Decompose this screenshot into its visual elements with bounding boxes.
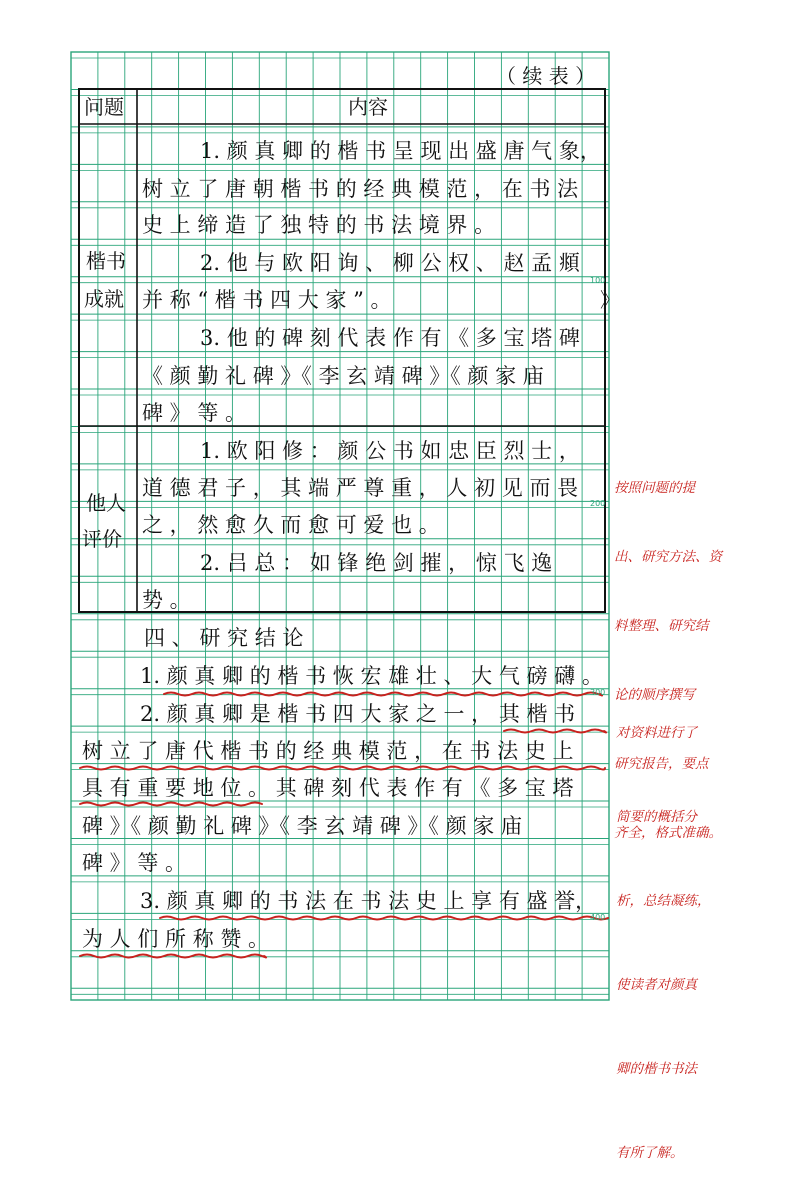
annotation-line: 齐全，格式准确。 xyxy=(614,825,722,841)
conclusion-line: 2. 颜 真 卿 是 楷 书 四 大 家 之 一 ， 其 楷 书 xyxy=(140,702,576,726)
grid-count-label: 100 xyxy=(590,276,606,285)
annotation-line: 使读者对颜真 xyxy=(616,977,697,993)
teacher-annotation-summary xyxy=(616,663,711,1195)
row-label-chengjiu: 成就 xyxy=(84,287,124,311)
stray-bracket-mark: 》 xyxy=(600,288,620,312)
annotation-line: 按照问题的提 xyxy=(614,480,695,496)
annotation-line: 简要的概括分 xyxy=(616,809,697,825)
row-label-taren: 他人 xyxy=(86,491,126,515)
grid-count-label: 300 xyxy=(590,688,606,697)
conclusion-line: 碑 》《 颜 勤 礼 碑 》《 李 玄 靖 碑 》《 颜 家 庙 xyxy=(82,814,522,838)
conclusion-line: 树 立 了 唐 代 楷 书 的 经 典 模 范 ， 在 书 法 史 上 xyxy=(82,739,574,763)
content-line: 《 颜 勤 礼 碑 》《 李 玄 靖 碑 》《 颜 家 庙 xyxy=(142,364,544,388)
conclusion-heading: 四 、 研 究 结 论 xyxy=(144,626,304,650)
red-wavy-underline xyxy=(80,803,262,806)
content-line: 2. 他 与 欧 阳 询 、 柳 公 权 、 赵 孟 頫 xyxy=(200,251,580,275)
content-line: 史 上 缔 造 了 独 特 的 书 法 境 界 。 xyxy=(142,213,496,237)
content-line: 势 。 xyxy=(142,588,191,612)
content-line: 之 ， 然 愈 久 而 愈 可 爱 也 。 xyxy=(142,513,440,537)
column-header-content: 内容 xyxy=(348,95,388,119)
annotation-line: 卿的楷书书法 xyxy=(616,1061,697,1077)
row-label-kaishu: 楷书 xyxy=(86,249,126,273)
annotation-line: 料整理、研究结 xyxy=(614,618,709,634)
annotation-line: 出、研究方法、资 xyxy=(614,549,722,565)
content-line: 树 立 了 唐 朝 楷 书 的 经 典 模 范 ， 在 书 法 xyxy=(142,177,579,201)
annotation-line: 析，总结凝练， xyxy=(616,893,711,909)
annotation-line: 有所了解。 xyxy=(616,1145,684,1161)
annotation-line: 研究报告，要点 xyxy=(614,756,709,772)
content-line: 1. 欧 阳 修 ： 颜 公 书 如 忠 臣 烈 士 ， xyxy=(200,439,580,463)
annotation-line: 对资料进行了 xyxy=(616,725,697,741)
row-label-pingjia: 评价 xyxy=(82,527,122,551)
conclusion-line: 为 人 们 所 称 赞 。 xyxy=(82,927,270,951)
content-line: 2. 吕 总 ： 如 锋 绝 剑 摧 ， 惊 飞 逸 xyxy=(200,551,553,575)
content-line: 道 德 君 子 ， 其 端 严 尊 重 ， 人 初 见 而 畏 xyxy=(142,476,579,500)
grid-count-label: 200 xyxy=(590,499,606,508)
content-line: 并 称 “ 楷 书 四 大 家 ” 。 xyxy=(142,288,392,312)
content-line: 碑 》 等 。 xyxy=(142,401,247,425)
conclusion-line: 具 有 重 要 地 位 。 其 碑 刻 代 表 作 有 《 多 宝 塔 xyxy=(82,776,574,800)
continued-table-label: （ 续 表 ） xyxy=(496,64,596,88)
column-header-question: 问题 xyxy=(84,95,124,119)
annotation-line: 论的顺序撰写 xyxy=(614,687,695,703)
conclusion-line: 1. 颜 真 卿 的 楷 书 恢 宏 雄 壮 、 大 气 磅 礴 。 xyxy=(140,664,603,688)
red-wavy-underline xyxy=(80,767,605,770)
content-line: 1. 颜 真 卿 的 楷 书 呈 现 出 盛 唐 气 象， xyxy=(200,139,601,163)
conclusion-line: 碑 》 等 。 xyxy=(82,851,187,875)
content-line: 3. 他 的 碑 刻 代 表 作 有 《 多 宝 塔 碑 xyxy=(200,326,580,350)
grid-count-label: 400 xyxy=(590,913,606,922)
conclusion-line: 3. 颜 真 卿 的 书 法 在 书 法 史 上 享 有 盛 誉， xyxy=(140,889,597,913)
